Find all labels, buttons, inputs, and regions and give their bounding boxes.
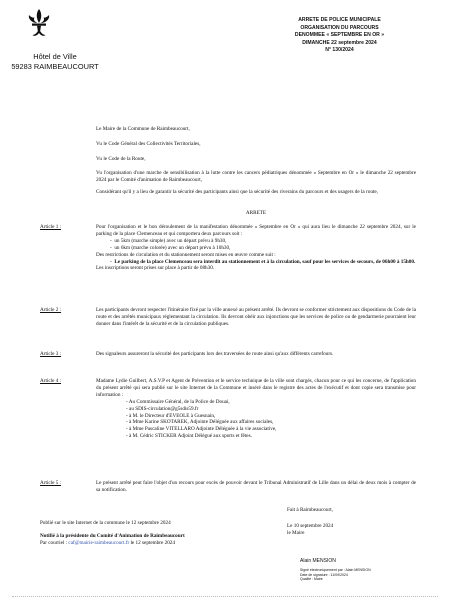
arrete-title: ARRETE: [245, 210, 267, 216]
email-link[interactable]: caf@mairie-raimbeaucourt.fr: [68, 540, 130, 546]
article-1-body: [96, 224, 416, 272]
decree-header: [262, 17, 417, 55]
decree-header-line: ORGANISATION DU PARCOURS: [300, 24, 379, 31]
decree-header-line: DENOMMEE « SEPTEMBRE EN OR »: [294, 32, 385, 39]
signature-line: Signé électroniquement par : Alain MENSION: [300, 568, 371, 572]
article-4-label: Article 4 :: [40, 378, 62, 384]
list-item: - à M. le Directeur d'EVEOLE à Guesnain,: [126, 412, 216, 419]
article-3-body: Des signaleurs assureront la sécurité des participants lors des traversées de route ainsi qu'aux différents carrefours.: [96, 351, 334, 357]
article-text: Des restrictions de circulation et du stationnement seront mises en œuvre comme suit :: [96, 251, 276, 258]
town-address: 59283 RAIMBEAUCOURT: [11, 62, 99, 71]
mayor-line: Le Maire de la Commune de Raimbeaucourt,: [96, 126, 190, 132]
list-item: - un 6km (marche colorée) avec un départ prévu à 10h30,: [110, 244, 231, 251]
article-text: Madame Lydie Guilbert, A.S.V.P et Agent de Prévention et le service technique de la ville sont chargés, chacun pour ce qui les concerne, de l'application du présent arrêté qui sera publié sur le site Internet de la Commune et inséré dans le registre des actes de l'exécutif et dont copie sera transmise pour information :: [96, 378, 416, 398]
list-item: - au SDIS-circulation@g5sdis59.fr: [126, 405, 199, 412]
article-5-body: Le présent arrêté peut faire l'objet d'un recours pour excès de pouvoir devant le Tribunal Administratif de Lille dans un délai de deux mois à compter de sa notification.: [96, 480, 416, 493]
article-4-body: [96, 378, 416, 440]
decree-header-line: ARRETE DE POLICE MUNICIPALE: [298, 17, 381, 23]
article-text: Pour l'organisation et le bon déroulement de la manifestation dénommée « Septembre en Or » qui aura lieu le dimanche 22 septembre 2024, sur le parking de la place Clemenceau et qui comportera deux parcours soit :: [96, 224, 416, 237]
signature-quality: Qualité : Maire: [300, 577, 323, 582]
article-2-body: Les participants devront respecter l'itinéraire fixé par la ville annexé au présent arrêté. Ils devront se conformer strictement aux dispositions du Code de la route et des arrêtés municipaux réglementant la circulation. Ils devront obéir aux injonctions que les services de police ou de gendarmerie pourraient leur donner dans l'intérêt de la sécurité et de la circulation publiques.: [96, 307, 416, 327]
list-item: - Le parking de la place Clemenceau sera interdit au stationnement et à la circulation, sauf pour les services de secours, de 06h00 à 15h00.: [110, 258, 416, 265]
article-text: Les inscriptions seront prises sur place à partir de 08h30.: [96, 265, 215, 272]
article-2-label: Article 2 :: [40, 307, 62, 313]
vu-line-2: Vu le Code de la Route,: [96, 156, 146, 162]
decree-number: N° 130/2024: [325, 47, 354, 54]
fleur-de-lis-icon: [26, 8, 52, 38]
vu-line-3: Vu l'organisation d'une marche de sensibilisation à la lutte contre les cancers pédiatriques dénommée « Septembre en Or » le dimanche 22 septembre 2024 par le Comité d'animation de Raimbeaucourt,: [96, 170, 416, 183]
fait-line: Fait à Raimbeaucourt,: [287, 507, 333, 513]
published-line: Publié sur le site Internet de la commune le 12 septembre 2024: [40, 520, 171, 526]
list-item: - un 5km (marche simple) avec un départ prévu à 9h30,: [110, 237, 227, 244]
decree-header-line: DIMANCHE 22 septembre 2024: [302, 39, 377, 46]
mayor-role: le Maire: [287, 530, 305, 536]
article-1-label: Article 1 :: [40, 224, 62, 230]
town-hall-label: Hôtel de Ville: [33, 52, 77, 61]
list-item: - Au Commissaire Général, de la Police de Douai,: [126, 398, 230, 405]
email-line: Par courriel : caf@mairie-raimbeaucourt.fr le 12 septembre 2024: [40, 540, 175, 546]
signatory-name: Alain MENSION: [300, 558, 336, 564]
list-item: - à Mme Pascaline VITELLARO Adjointe Déléguée à la vie associative,: [126, 426, 277, 433]
vu-line-1: Vu le Code Général des Collectivités Territoriales,: [96, 141, 201, 147]
footer-strip: [0, 595, 450, 600]
decision-date: Le 10 septembre 2024: [287, 523, 334, 529]
list-item: - à Mme Karine SKOTAREK, Adjointe Déléguée aux affaires sociales,: [126, 419, 274, 426]
notified-line: Notifié à la présidente du Comité d'Animation de Raimbeaucourt: [40, 533, 185, 539]
signature-date: Date de signature : 11/09/2024: [300, 572, 348, 577]
list-item: - à M. Cédric STICKER Adjoint Délégué aux sports et fêtes.: [126, 433, 252, 440]
article-5-label: Article 5 :: [40, 480, 62, 486]
article-3-label: Article 3 :: [40, 351, 62, 357]
considerant-line: Considérant qu'il y a lieu de garantir la sécurité des participants ainsi que la sécurité des riverains du parcours et des usagers de la route,: [96, 189, 378, 195]
